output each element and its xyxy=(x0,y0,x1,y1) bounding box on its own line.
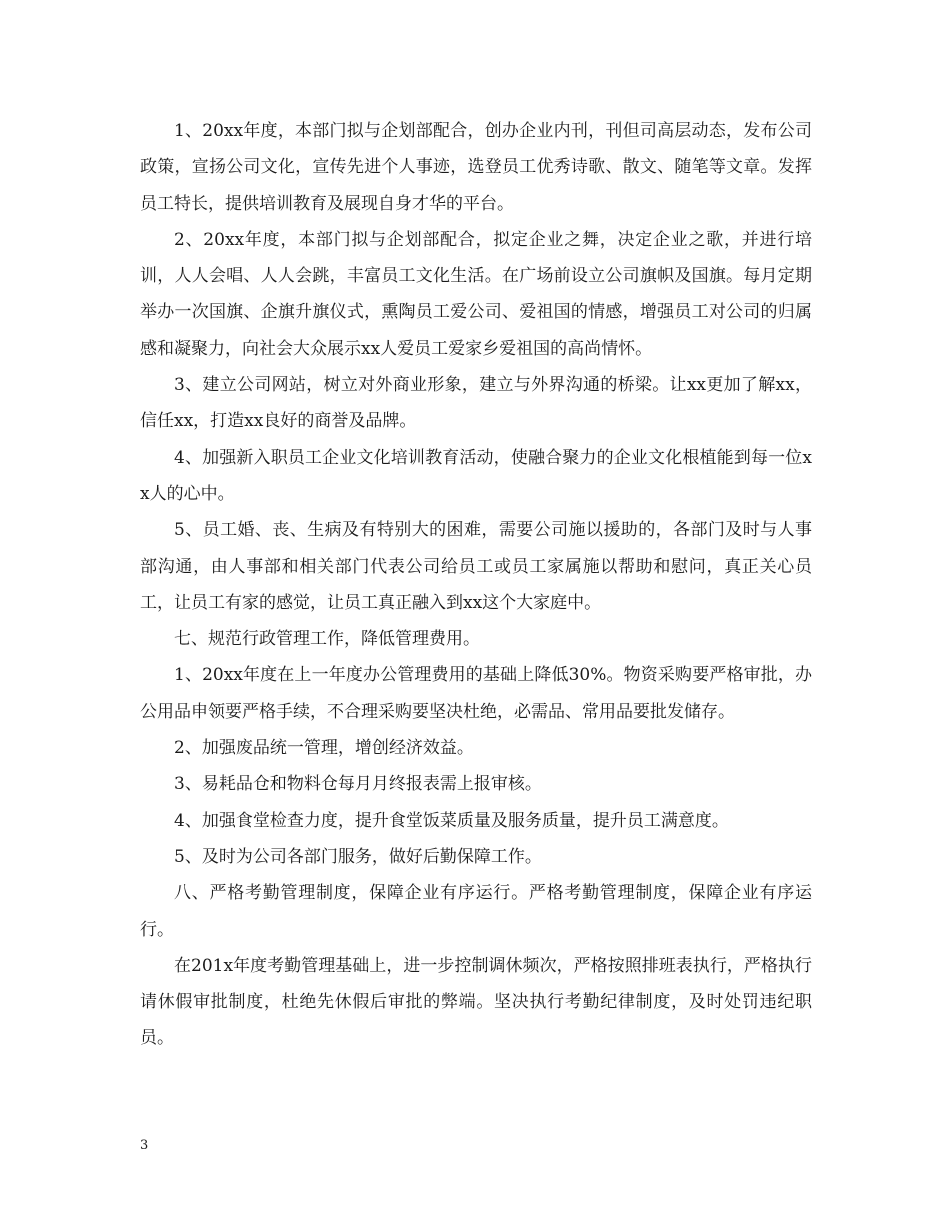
paragraph-company-dance-song: 2、20xx年度，本部门拟与企划部配合，拟定企业之舞，决定企业之歌，并进行培训，人人会唱、人人会跳，丰富员工文化生活。在广场前设立公司旗帜及国旗。每月定期举办一次国旗、企旗升旗仪式，熏陶员工爱公司、爱祖国的情感，增强员工对公司的归属感和凝聚力，向社会大众展示xx人爱员工爱家乡爱祖国的高尚情怀。 xyxy=(140,229,812,359)
paragraph-company-website: 3、建立公司网站，树立对外商业形象，建立与外界沟通的桥梁。让xx更加了解xx，信任xx，打造xx良好的商誉及品牌。 xyxy=(140,375,812,432)
page-number: 3 xyxy=(140,1138,149,1153)
paragraph-cost-reduction: 1、20xx年度在上一年度办公管理费用的基础上降低30%。物资采购要严格审批，办公用品申领要严格手续，不合理采购要坚决杜绝，必需品、常用品要批发储存。 xyxy=(140,665,812,722)
section-heading-admin-management: 七、规范行政管理工作，降低管理费用。 xyxy=(174,629,480,650)
paragraph-warehouse-reports: 3、易耗品仓和物料仓每月月终报表需上报审核。 xyxy=(174,774,542,795)
paragraph-canteen-inspection: 4、加强食堂检查力度，提升食堂饭菜质量及服务质量，提升员工满意度。 xyxy=(174,810,729,831)
paragraph-culture-newsletter: 1、20xx年度，本部门拟与企划部配合，创办企业内刊，刊但司高层动态，发布公司政策，宣扬公司文化，宣传先进个人事迹，选登员工优秀诗歌、散文、随笔等文章。发挥员工特长，提供培训教育及展现自身才华的平台。 xyxy=(140,121,812,214)
document-body xyxy=(140,113,812,1057)
paragraph-new-employee-training: 4、加强新入职员工企业文化培训教育活动，使融合聚力的企业文化根植能到每一位xx人的心中。 xyxy=(140,447,812,504)
section-heading-attendance: 八、严格考勤管理制度，保障企业有序运行。严格考勤管理制度，保障企业有序运行。 xyxy=(140,883,812,940)
paragraph-waste-management: 2、加强废品统一管理，增创经济效益。 xyxy=(174,738,474,759)
paragraph-logistics-support: 5、及时为公司各部门服务，做好后勤保障工作。 xyxy=(174,846,542,867)
paragraph-employee-care: 5、员工婚、丧、生病及有特别大的困难，需要公司施以援助的，各部门及时与人事部沟通，由人事部和相关部门代表公司给员工或员工家属施以帮助和慰问，真正关心员工，让员工有家的感觉，让员工真正融入到xx这个大家庭中。 xyxy=(140,520,812,613)
paragraph-attendance-control: 在201x年度考勤管理基础上，进一步控制调休频次，严格按照排班表执行，严格执行请休假审批制度，杜绝先休假后审批的弊端。坚决执行考勤纪律制度，及时处罚违纪职员。 xyxy=(140,955,812,1049)
